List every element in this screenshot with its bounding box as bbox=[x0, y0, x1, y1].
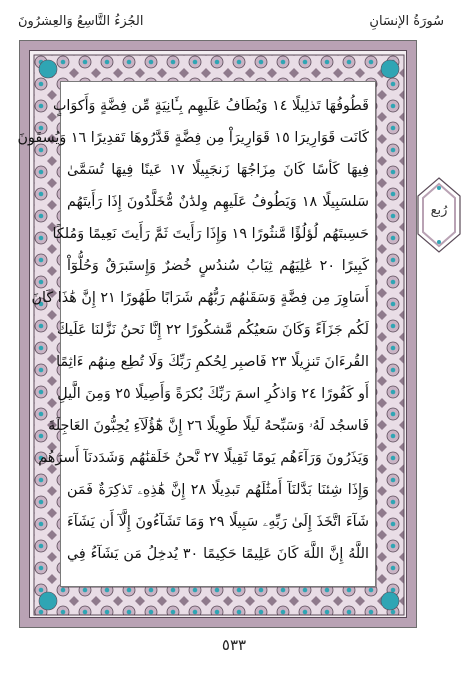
page-number: ٥٣٣ bbox=[221, 636, 247, 654]
verse-line: لَكُم جَزَآءً وَكَانَ سَعيُكُم مَّشكُورًا ٢٢ إِنَّا نَحنُ نَزَّلنَا عَلَيكَ bbox=[56, 322, 369, 338]
verse-line: كَبِيرًا ٢٠ عَٰلِيَهُم ثِيَابُ سُندُسٍ خُضرٌ وَإِستَبرَقٌ وَحُلُّوٓاْ bbox=[67, 258, 370, 274]
verse-line: القُرءَانَ تَنزِيلًا ٢٣ فَاصبِر لِحُكمِ رَبِّكَ وَلَا تُطِع مِنهُم ءَاثِمًا bbox=[56, 354, 369, 370]
quarter-marker bbox=[414, 176, 464, 254]
surah-name: سُورَةُ الإنسَانِ bbox=[369, 14, 444, 29]
verse-line: وَيَذَرُونَ وَرَآءَهُم يَومًا ثَقِيلًا ٢٧ نَّحنُ خَلَقنَٰهُم وَشَدَدنَآ أَسرَهُم bbox=[38, 450, 369, 466]
text-panel bbox=[17, 81, 376, 587]
verse-line: أَسَاوِرَ مِن فِضَّةٍ وَسَقَىٰهُم رَبُّهُم شَرَابًا طَهُورًا ٢١ إِنَّ هَٰذَا كَانَ bbox=[31, 290, 369, 306]
verse-line: كَانَت قَوَارِيرَا ١٥ قَوَارِيرَاْ مِن فِضَّةٍ قَدَّرُوهَا تَقدِيرًا ١٦ وَيُسقَونَ bbox=[17, 130, 369, 146]
verse-line: قَطُوفُهَا تَذلِيلًا ١٤ وَيُطَافُ عَلَيهِم بِـَٔانِيَةٍ مِّن فِضَّةٍ وَأَكوَابٍ bbox=[52, 98, 369, 114]
verse-line: اللَّهُ إِنَّ اللَّهَ كَانَ عَلِيمًا حَكِيمًا ٣٠ يُدخِلُ مَن يَشَآءُ فِي bbox=[67, 546, 369, 562]
verse-line: شَآءَ اتَّخَذَ إِلَىٰ رَبِّهِۦ سَبِيلًا ٢٩ وَمَا تَشَآءُونَ إِلَّآ أَن يَشَآءَ bbox=[67, 514, 369, 530]
verse-line: أَو كَفُورًا ٢٤ وَاذكُرِ اسمَ رَبِّكَ بُكرَةً وَأَصِيلًا ٢٥ وَمِنَ الَّيلِ bbox=[57, 386, 369, 402]
verse-line: فِيهَا كَأسًا كَانَ مِزَاجُهَا زَنجَبِيلًا ١٧ عَينًا فِيهَا تُسَمَّىٰ bbox=[67, 162, 369, 178]
verse-line: حَسِبتَهُم لُؤلُؤًا مَّنثُورًا ١٩ وَإِذَا رَأَيتَ ثَمَّ رَأَيتَ نَعِيمًا وَمُلكًا bbox=[52, 226, 369, 242]
verse-line: فَاسجُد لَهُۥ وَسَبِّحهُ لَيلًا طَوِيلًا ٢٦ إِنَّ هَٰٓؤُلَآءِ يُحِبُّونَ العَاجِلَةَ bbox=[48, 418, 369, 434]
quarter-label: رُبع bbox=[430, 203, 448, 218]
verse-line: سَلسَبِيلًا ١٨ وَيَطُوفُ عَلَيهِم وِلدَٰنٌ مُّخَلَّدُونَ إِذَا رَأَيتَهُم bbox=[67, 194, 369, 210]
juz-name: الجُزءُ التَّاسِعُ وَالعِشرُونَ bbox=[18, 14, 144, 29]
page-frame bbox=[19, 40, 417, 628]
verse-line: وَإِذَا شِئنَا بَدَّلنَآ أَمثَٰلَهُم تَبدِيلًا ٢٨ إِنَّ هَٰذِهِۦ تَذكِرَةٌ فَمَن bbox=[67, 482, 369, 498]
